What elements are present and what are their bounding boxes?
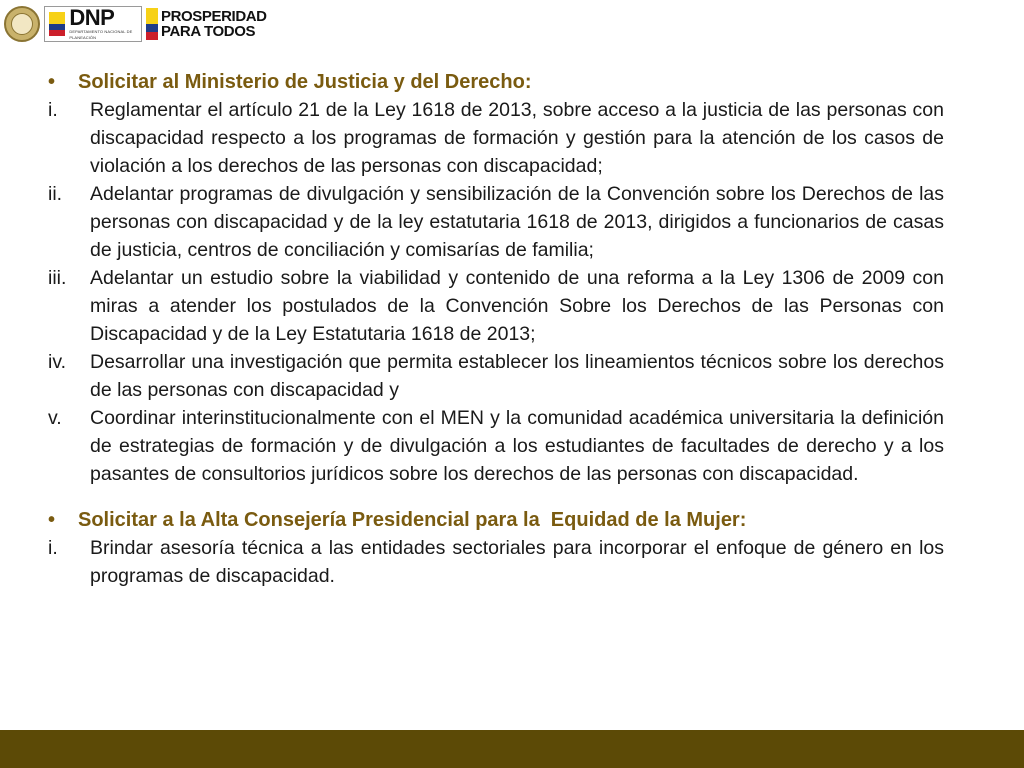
list-item-text: Adelantar programas de divulgación y sensibilización de la Convención sobre los Derechos de las personas con discapacidad y de la ley estatutaria 1618 de 2013, dirigidos a funcionarios de casas de justicia, centros de conciliación y comisarías de familia; [90,183,944,261]
section-heading [48,68,944,96]
slide-content [48,68,944,590]
section-heading [48,506,944,534]
prosperidad-logo [146,6,267,42]
list-item-number: i. [48,537,58,559]
list-item-text: Reglamentar el artículo 21 de la Ley 1618 de 2013, sobre acceso a la justicia de las personas con discapacidad respecto a los programas de formación y gestión para la atención de los casos de violación a los derechos de las personas con discapacidad; [90,99,944,177]
list-item [48,180,944,264]
bullet-icon: • [48,509,56,531]
list-item [48,534,944,590]
section-heading-text: Solicitar al Ministerio de Justicia y del Derecho: [78,71,532,93]
list-item [48,264,944,348]
dnp-logo [44,6,142,42]
colombia-flag-icon [49,12,65,36]
footer-bar [0,730,1024,768]
coat-of-arms-seal-icon [4,6,40,42]
list-item-text: Desarrollar una investigación que permita establecer los lineamientos técnicos sobre los derechos de las personas con discapacidad y [90,351,944,401]
colombia-flag-stripe-icon [146,8,158,40]
list-item-number: i. [48,99,58,121]
header-logos [4,4,267,44]
dnp-logo-subtext: DEPARTAMENTO NACIONAL DE PLANEACIÓN [69,29,133,40]
list-item-number: iii. [48,267,67,289]
section-heading-text: Solicitar a la Alta Consejería Presidencial para la Equidad de la Mujer: [78,509,747,531]
list-item [48,404,944,488]
list-item-number: ii. [48,183,63,205]
list-item-number: iv. [48,351,67,373]
list-item-text: Brindar asesoría técnica a las entidades sectoriales para incorporar el enfoque de género en los programas de discapacidad. [90,537,944,587]
dnp-logo-text: DNP [69,5,115,30]
list-item [48,348,944,404]
bullet-icon: • [48,71,56,93]
list-item-text: Coordinar interinstitucionalmente con el MEN y la comunidad académica universitaria la definición de estrategias de formación y de divulgación a los estudiantes de facultades de derecho y a los pasantes de consultorios jurídicos sobre los derechos de las personas con discapacidad. [90,407,944,485]
prosperidad-line1: PROSPERIDAD [161,8,267,25]
list-item [48,96,944,180]
list-item-number: v. [48,407,62,429]
list-item-text: Adelantar un estudio sobre la viabilidad y contenido de una reforma a la Ley 1306 de 2009 con miras a atender los postulados de la Convención Sobre los Derechos de las Personas con Discapacidad y de la Ley Estatutaria 1618 de 2013; [90,267,944,345]
prosperidad-line2: PARA TODOS [161,23,256,40]
